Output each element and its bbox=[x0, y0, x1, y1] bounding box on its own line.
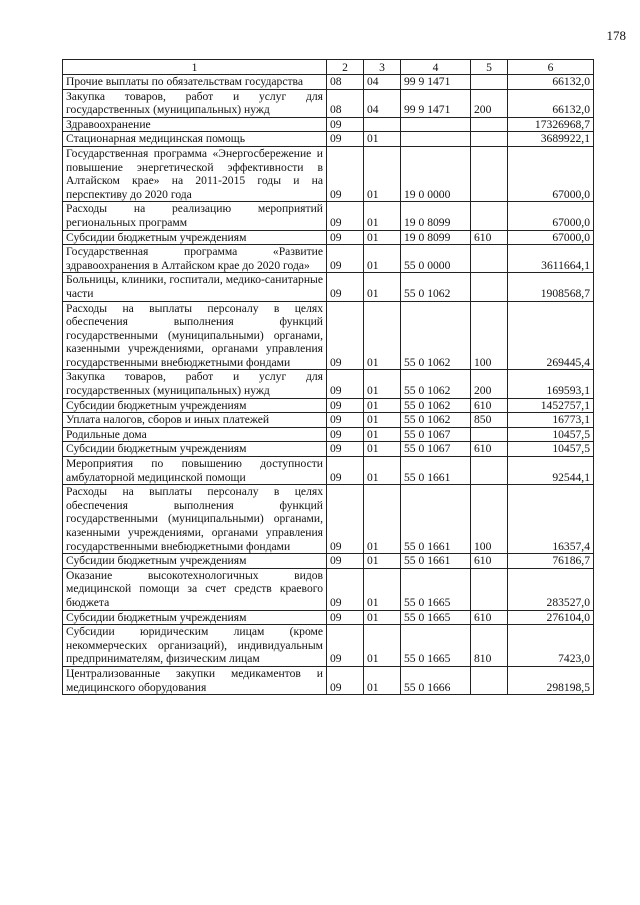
item-name-cell bbox=[63, 146, 327, 201]
section-code: 09 bbox=[327, 370, 364, 398]
target-article-code: 55 0 1665 bbox=[401, 568, 471, 610]
item-name: Закупка товаров, работ и услуг для государственных (муниципальных) нужд bbox=[66, 370, 323, 398]
subsection-code: 01 bbox=[364, 398, 401, 413]
expense-type-code: 610 bbox=[471, 610, 508, 625]
subsection-code: 04 bbox=[364, 75, 401, 90]
item-name-cell bbox=[63, 75, 327, 90]
amount-value: 92544,1 bbox=[508, 457, 594, 485]
column-header: 3 bbox=[364, 60, 401, 75]
budget-table bbox=[62, 59, 594, 695]
section-code: 08 bbox=[327, 75, 364, 90]
subsection-code: 01 bbox=[364, 610, 401, 625]
target-article-code: 55 0 1067 bbox=[401, 442, 471, 457]
table-row bbox=[63, 230, 594, 245]
column-header: 4 bbox=[401, 60, 471, 75]
page-number: 178 bbox=[606, 28, 626, 43]
item-name: Расходы на выплаты персоналу в целях обеспечения выполнения функций государственными (муниципальными) органами, казенными учреждениями, органами управления государственными внебюджетными фондами bbox=[66, 301, 323, 369]
item-name-cell bbox=[63, 398, 327, 413]
expense-type-code: 200 bbox=[471, 370, 508, 398]
section-code: 09 bbox=[327, 245, 364, 273]
amount-value: 10457,5 bbox=[508, 442, 594, 457]
amount-value: 283527,0 bbox=[508, 568, 594, 610]
subsection-code: 01 bbox=[364, 273, 401, 301]
item-name: Расходы на выплаты персоналу в целях обеспечения выполнения функций государственными (муниципальными) органами, казенными учреждениями, органами управления государственными внебюджетными фондами bbox=[66, 485, 323, 553]
section-code: 08 bbox=[327, 89, 364, 117]
target-article-code: 55 0 1665 bbox=[401, 610, 471, 625]
section-code: 09 bbox=[327, 202, 364, 230]
amount-value: 16773,1 bbox=[508, 413, 594, 428]
item-name: Уплата налогов, сборов и иных платежей bbox=[66, 413, 270, 427]
table-row bbox=[63, 610, 594, 625]
item-name: Мероприятия по повышению доступности амбулаторной медицинской помощи bbox=[66, 457, 323, 484]
section-code: 09 bbox=[327, 117, 364, 132]
column-header: 1 bbox=[63, 60, 327, 75]
amount-value: 3689922,1 bbox=[508, 132, 594, 147]
table-row bbox=[63, 370, 594, 398]
item-name: Централизованные закупки медикаментов и медицинского оборудования bbox=[66, 666, 323, 694]
item-name: Прочие выплаты по обязательствам государства bbox=[66, 75, 303, 88]
subsection-code: 01 bbox=[364, 413, 401, 428]
target-article-code: 55 0 1661 bbox=[401, 554, 471, 569]
item-name: Родильные дома bbox=[66, 427, 147, 441]
amount-value: 66132,0 bbox=[508, 75, 594, 90]
expense-type-code: 100 bbox=[471, 485, 508, 554]
item-name-cell bbox=[63, 554, 327, 569]
expense-type-code: 610 bbox=[471, 442, 508, 457]
table-row bbox=[63, 117, 594, 132]
subsection-code: 01 bbox=[364, 666, 401, 694]
item-name: Субсидии юридическим лицам (кроме некоммерческих организаций), индивидуальным предпринимателям, физическим лицам bbox=[66, 625, 323, 666]
section-code: 09 bbox=[327, 457, 364, 485]
subsection-code: 01 bbox=[364, 230, 401, 245]
table-row bbox=[63, 398, 594, 413]
item-name-cell bbox=[63, 610, 327, 625]
section-code: 09 bbox=[327, 568, 364, 610]
table-row bbox=[63, 485, 594, 554]
expense-type-code bbox=[471, 666, 508, 694]
table-row bbox=[63, 442, 594, 457]
section-code: 09 bbox=[327, 398, 364, 413]
amount-value: 169593,1 bbox=[508, 370, 594, 398]
item-name: Субсидии бюджетным учреждениям bbox=[66, 230, 247, 244]
amount-value: 16357,4 bbox=[508, 485, 594, 554]
amount-value: 1452757,1 bbox=[508, 398, 594, 413]
section-code: 09 bbox=[327, 146, 364, 201]
target-article-code: 55 0 0000 bbox=[401, 245, 471, 273]
item-name-cell bbox=[63, 132, 327, 147]
subsection-code: 01 bbox=[364, 202, 401, 230]
table-row bbox=[63, 413, 594, 428]
section-code: 09 bbox=[327, 625, 364, 667]
expense-type-code bbox=[471, 568, 508, 610]
table-row bbox=[63, 132, 594, 147]
amount-value: 3611664,1 bbox=[508, 245, 594, 273]
table-row bbox=[63, 554, 594, 569]
target-article-code: 55 0 1062 bbox=[401, 398, 471, 413]
table-row bbox=[63, 457, 594, 485]
table-row bbox=[63, 89, 594, 117]
item-name-cell bbox=[63, 230, 327, 245]
amount-value: 10457,5 bbox=[508, 427, 594, 442]
subsection-code: 01 bbox=[364, 568, 401, 610]
item-name-cell bbox=[63, 625, 327, 667]
section-code: 09 bbox=[327, 273, 364, 301]
expense-type-code: 610 bbox=[471, 230, 508, 245]
section-code: 09 bbox=[327, 132, 364, 147]
target-article-code: 55 0 1062 bbox=[401, 301, 471, 370]
expense-type-code bbox=[471, 427, 508, 442]
subsection-code: 01 bbox=[364, 427, 401, 442]
subsection-code: 01 bbox=[364, 625, 401, 667]
item-name-cell bbox=[63, 117, 327, 132]
section-code: 09 bbox=[327, 413, 364, 428]
table-row bbox=[63, 568, 594, 610]
target-article-code bbox=[401, 117, 471, 132]
column-header: 5 bbox=[471, 60, 508, 75]
item-name: Стационарная медицинская помощь bbox=[66, 132, 246, 146]
item-name-cell bbox=[63, 89, 327, 117]
amount-value: 17326968,7 bbox=[508, 117, 594, 132]
item-name-cell bbox=[63, 442, 327, 457]
expense-type-code: 610 bbox=[471, 554, 508, 569]
subsection-code: 01 bbox=[364, 442, 401, 457]
item-name: Субсидии бюджетным учреждениям bbox=[66, 610, 247, 624]
item-name: Оказание высокотехнологичных видов медицинской помощи за счет средств краевого бюджета bbox=[66, 568, 323, 609]
item-name-cell bbox=[63, 413, 327, 428]
item-name: Субсидии бюджетным учреждениям bbox=[66, 398, 247, 412]
column-header: 6 bbox=[508, 60, 594, 75]
item-name-cell bbox=[63, 568, 327, 610]
table-row bbox=[63, 273, 594, 301]
expense-type-code bbox=[471, 146, 508, 201]
section-code: 09 bbox=[327, 230, 364, 245]
item-name: Расходы на реализацию мероприятий региональных программ bbox=[66, 202, 323, 229]
column-header: 2 bbox=[327, 60, 364, 75]
expense-type-code: 810 bbox=[471, 625, 508, 667]
table-row bbox=[63, 202, 594, 230]
expense-type-code: 610 bbox=[471, 398, 508, 413]
item-name: Государственная программа «Энергосбережение и повышение энергетической эффективности в Алтайском крае» на 2011-2015 годы и на перспективу до 2020 года bbox=[66, 146, 323, 201]
subsection-code: 01 bbox=[364, 245, 401, 273]
expense-type-code bbox=[471, 245, 508, 273]
expense-type-code bbox=[471, 75, 508, 90]
subsection-code: 01 bbox=[364, 554, 401, 569]
expense-type-code: 850 bbox=[471, 413, 508, 428]
subsection-code: 01 bbox=[364, 370, 401, 398]
expense-type-code: 100 bbox=[471, 301, 508, 370]
target-article-code: 19 0 0000 bbox=[401, 146, 471, 201]
subsection-code: 01 bbox=[364, 146, 401, 201]
amount-value: 67000,0 bbox=[508, 146, 594, 201]
target-article-code: 55 0 1067 bbox=[401, 427, 471, 442]
subsection-code bbox=[364, 117, 401, 132]
subsection-code: 01 bbox=[364, 301, 401, 370]
target-article-code: 99 9 1471 bbox=[401, 75, 471, 90]
item-name-cell bbox=[63, 273, 327, 301]
table-row bbox=[63, 75, 594, 90]
amount-value: 7423,0 bbox=[508, 625, 594, 667]
item-name-cell bbox=[63, 370, 327, 398]
table-row bbox=[63, 146, 594, 201]
amount-value: 276104,0 bbox=[508, 610, 594, 625]
target-article-code: 19 0 8099 bbox=[401, 202, 471, 230]
table-header-row bbox=[63, 60, 594, 75]
table-row bbox=[63, 427, 594, 442]
section-code: 09 bbox=[327, 485, 364, 554]
amount-value: 269445,4 bbox=[508, 301, 594, 370]
target-article-code: 55 0 1666 bbox=[401, 666, 471, 694]
item-name-cell bbox=[63, 666, 327, 694]
target-article-code: 55 0 1062 bbox=[401, 413, 471, 428]
amount-value: 67000,0 bbox=[508, 202, 594, 230]
table-row bbox=[63, 245, 594, 273]
item-name: Государственная программа «Развитие здравоохранения в Алтайском крае до 2020 года» bbox=[66, 245, 323, 272]
amount-value: 67000,0 bbox=[508, 230, 594, 245]
target-article-code bbox=[401, 132, 471, 147]
item-name: Здравоохранение bbox=[66, 117, 151, 131]
item-name: Субсидии бюджетным учреждениям bbox=[66, 442, 247, 456]
target-article-code: 19 0 8099 bbox=[401, 230, 471, 245]
subsection-code: 01 bbox=[364, 457, 401, 485]
target-article-code: 55 0 1661 bbox=[401, 457, 471, 485]
item-name-cell bbox=[63, 202, 327, 230]
section-code: 09 bbox=[327, 442, 364, 457]
section-code: 09 bbox=[327, 666, 364, 694]
item-name-cell bbox=[63, 485, 327, 554]
target-article-code: 55 0 1062 bbox=[401, 273, 471, 301]
expense-type-code bbox=[471, 457, 508, 485]
item-name-cell bbox=[63, 245, 327, 273]
section-code: 09 bbox=[327, 554, 364, 569]
subsection-code: 01 bbox=[364, 132, 401, 147]
table-row bbox=[63, 625, 594, 667]
expense-type-code: 200 bbox=[471, 89, 508, 117]
expense-type-code bbox=[471, 202, 508, 230]
target-article-code: 55 0 1062 bbox=[401, 370, 471, 398]
target-article-code: 55 0 1661 bbox=[401, 485, 471, 554]
expense-type-code bbox=[471, 273, 508, 301]
subsection-code: 04 bbox=[364, 89, 401, 117]
expense-type-code bbox=[471, 132, 508, 147]
table-row bbox=[63, 301, 594, 370]
target-article-code: 55 0 1665 bbox=[401, 625, 471, 667]
item-name: Субсидии бюджетным учреждениям bbox=[66, 554, 247, 568]
table-row bbox=[63, 666, 594, 694]
item-name: Закупка товаров, работ и услуг для государственных (муниципальных) нужд bbox=[66, 89, 323, 117]
expense-type-code bbox=[471, 117, 508, 132]
section-code: 09 bbox=[327, 301, 364, 370]
amount-value: 298198,5 bbox=[508, 666, 594, 694]
amount-value: 66132,0 bbox=[508, 89, 594, 117]
section-code: 09 bbox=[327, 427, 364, 442]
section-code: 09 bbox=[327, 610, 364, 625]
item-name-cell bbox=[63, 301, 327, 370]
item-name-cell bbox=[63, 427, 327, 442]
amount-value: 1908568,7 bbox=[508, 273, 594, 301]
subsection-code: 01 bbox=[364, 485, 401, 554]
target-article-code: 99 9 1471 bbox=[401, 89, 471, 117]
amount-value: 76186,7 bbox=[508, 554, 594, 569]
item-name-cell bbox=[63, 457, 327, 485]
item-name: Больницы, клиники, госпитали, медико-санитарные части bbox=[66, 273, 323, 300]
